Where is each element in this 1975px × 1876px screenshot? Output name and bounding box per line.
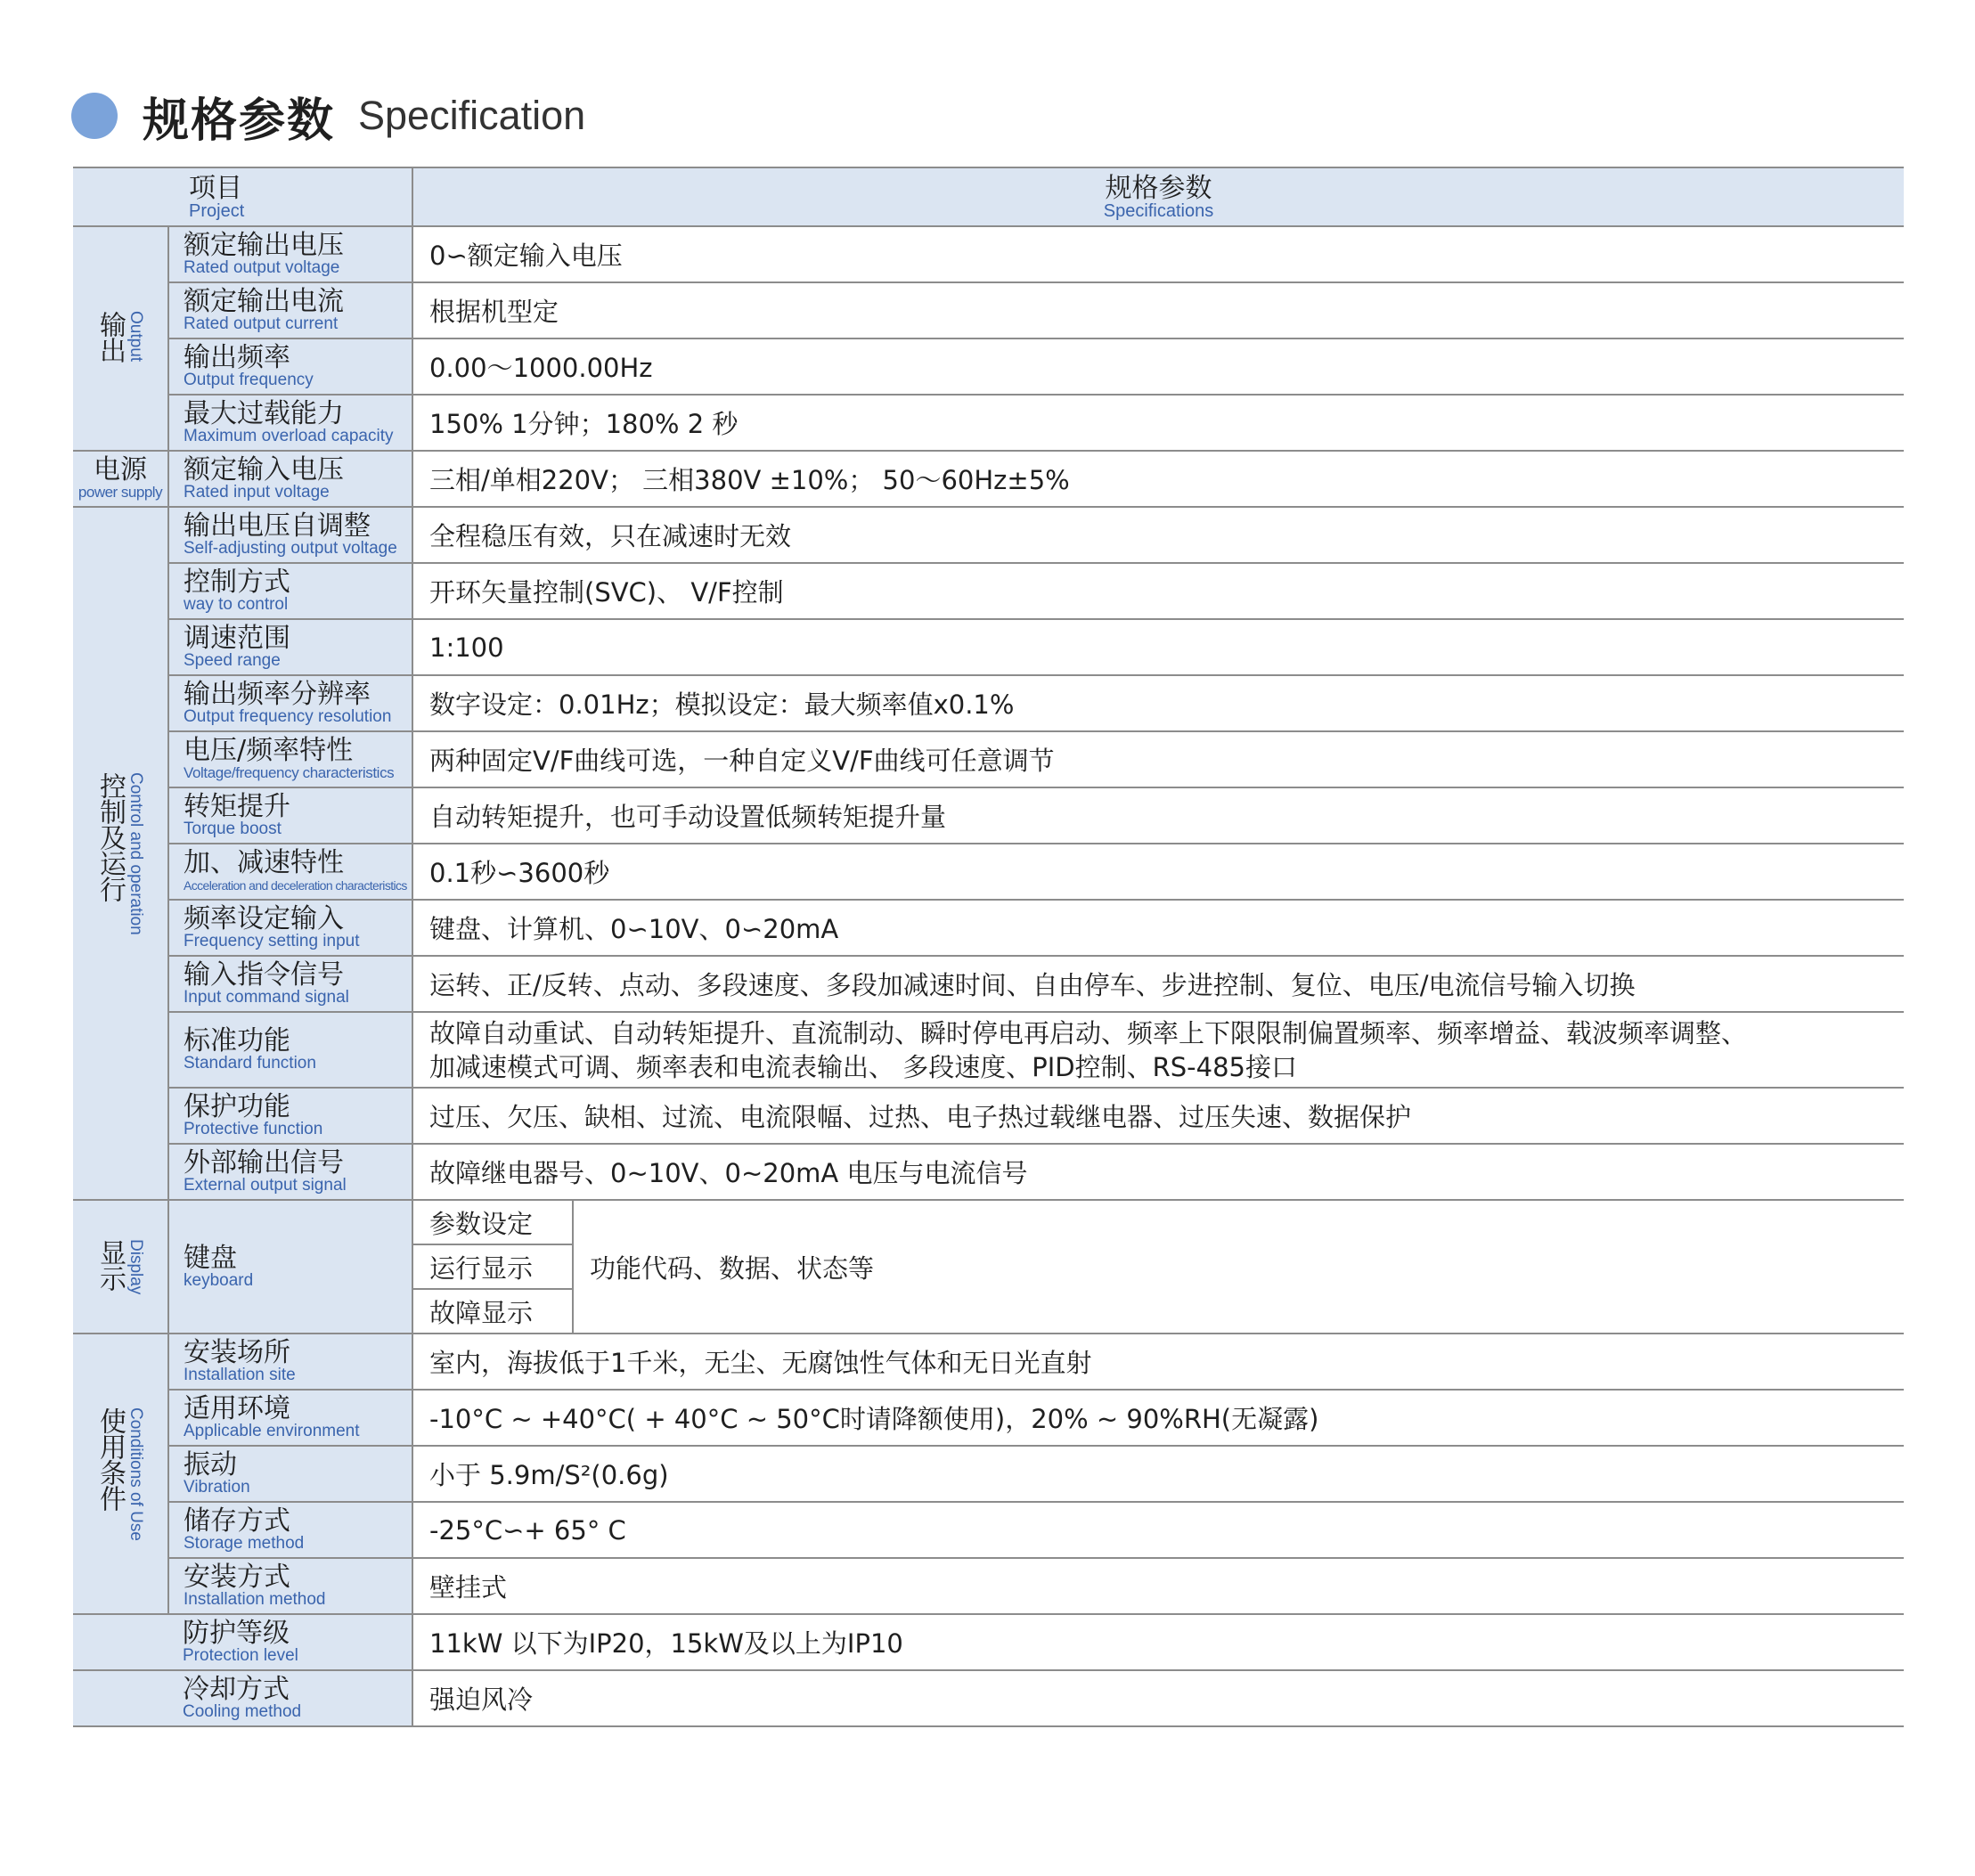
table-row [73, 1088, 1904, 1144]
bullet-icon [71, 93, 118, 139]
header-project: 项目 Project [73, 167, 412, 226]
row-value: 故障自动重试、自动转矩提升、直流制动、瞬时停电再启动、频率上下限限制偏置频率、频率增益、载波频率调整、 加减速模式可调、频率表和电流表输出、 多段速度、PID控制、RS-485接口 [412, 1012, 1904, 1088]
header-spec: 规格参数 Specifications [412, 167, 1904, 226]
table-header-row [73, 167, 1904, 226]
row-value: 壁挂式 [412, 1558, 1904, 1614]
row-label: 转矩提升 Torque boost [168, 787, 412, 844]
row-label: 最大过载能力 Maximum overload capacity [168, 395, 412, 451]
row-label: 防护等级 Protection level [168, 1614, 412, 1670]
row-value: 室内，海拔低于1千米，无尘、无腐蚀性气体和无日光直射 [412, 1334, 1904, 1390]
table-row [73, 282, 1904, 338]
row-value: 三相/单相220V； 三相380V ±10%； 50～60Hz±5% [412, 451, 1904, 507]
row-label: 外部输出信号 External output signal [168, 1144, 412, 1200]
row-value: 1:100 [412, 619, 1904, 675]
row-label: 振动 Vibration [168, 1446, 412, 1502]
row-label: 电压/频率特性 Voltage/frequency characteristics [168, 731, 412, 787]
table-row [73, 451, 1904, 507]
row-label: 适用环境 Applicable environment [168, 1390, 412, 1446]
row-label: 储存方式 Storage method [168, 1502, 412, 1558]
category-output: 输出 Output [73, 226, 168, 451]
row-value: 两种固定V/F曲线可选，一种自定义V/F曲线可任意调节 [412, 731, 1904, 787]
row-value: -10°C ~ +40°C( + 40°C ~ 50°C时请降额使用)，20% ~ 90%RH(无凝露) [412, 1390, 1904, 1446]
row-value: 自动转矩提升，也可手动设置低频转矩提升量 [412, 787, 1904, 844]
table-row [73, 1012, 1904, 1088]
table-row [73, 395, 1904, 451]
row-value: 过压、欠压、缺相、过流、电流限幅、过热、电子热过载继电器、过压失速、数据保护 [412, 1088, 1904, 1144]
category-display: 显示 Display [73, 1200, 168, 1334]
category-empty [73, 1670, 168, 1726]
row-value: 开环矢量控制(SVC)、 V/F控制 [412, 563, 1904, 619]
display-option: 运行显示 [412, 1244, 573, 1289]
category-empty [73, 1614, 168, 1670]
row-value: 功能代码、数据、状态等 [573, 1200, 1904, 1334]
row-value: 强迫风冷 [412, 1670, 1904, 1726]
row-label: 安装场所 Installation site [168, 1334, 412, 1390]
row-label: 键盘 keyboard [168, 1200, 412, 1334]
table-row [73, 1614, 1904, 1670]
table-row [73, 1446, 1904, 1502]
table-row [73, 1390, 1904, 1446]
row-label: 额定输出电压 Rated output voltage [168, 226, 412, 282]
row-value: 键盘、计算机、0∽10V、0∽20mA [412, 900, 1904, 956]
row-label: 频率设定输入 Frequency setting input [168, 900, 412, 956]
row-value: 150% 1分钟；180% 2 秒 [412, 395, 1904, 451]
row-label: 额定输出电流 Rated output current [168, 282, 412, 338]
row-value: 0.1秒∽3600秒 [412, 844, 1904, 900]
table-row [73, 900, 1904, 956]
heading-zh: 规格参数 [143, 94, 336, 148]
table-row [73, 563, 1904, 619]
row-label: 标准功能 Standard function [168, 1012, 412, 1088]
row-label: 控制方式 way to control [168, 563, 412, 619]
row-value: 运转、正/反转、点动、多段速度、多段加减速时间、自由停车、步进控制、复位、电压/电流信号输入切换 [412, 956, 1904, 1012]
table-row [73, 956, 1904, 1012]
table-row [73, 731, 1904, 787]
spec-table [73, 167, 1904, 1727]
category-power: 电源 power supply [73, 451, 168, 507]
row-label: 输出频率分辨率 Output frequency resolution [168, 675, 412, 731]
category-control: 控制及运行 Control and operation [73, 507, 168, 1200]
display-option: 故障显示 [412, 1289, 573, 1334]
table-row [73, 787, 1904, 844]
category-conditions: 使用条件 Conditions of Use [73, 1334, 168, 1614]
row-label: 加、减速特性 Acceleration and deceleration characteristics [168, 844, 412, 900]
table-row [73, 1558, 1904, 1614]
section-heading [71, 85, 585, 147]
row-label: 保护功能 Protective function [168, 1088, 412, 1144]
row-label: 输入指令信号 Input command signal [168, 956, 412, 1012]
table-row [73, 844, 1904, 900]
row-value: 0.00～1000.00Hz [412, 338, 1904, 395]
row-value: 根据机型定 [412, 282, 1904, 338]
row-label: 输出电压自调整 Self-adjusting output voltage [168, 507, 412, 563]
row-label: 安装方式 Installation method [168, 1558, 412, 1614]
row-label: 额定输入电压 Rated input voltage [168, 451, 412, 507]
row-value: 0∽额定输入电压 [412, 226, 1904, 282]
row-value: -25°C∽+ 65° C [412, 1502, 1904, 1558]
row-label: 冷却方式 Cooling method [168, 1670, 412, 1726]
table-row [73, 1670, 1904, 1726]
table-row [73, 1334, 1904, 1390]
row-value: 11kW 以下为IP20，15kW及以上为IP10 [412, 1614, 1904, 1670]
heading-en: Specification [358, 93, 586, 138]
row-value: 小于 5.9m/S²(0.6g) [412, 1446, 1904, 1502]
table-row [73, 1502, 1904, 1558]
row-value: 全程稳压有效，只在减速时无效 [412, 507, 1904, 563]
row-value: 故障继电器号、0~10V、0~20mA 电压与电流信号 [412, 1144, 1904, 1200]
table-row [73, 338, 1904, 395]
table-row [73, 226, 1904, 282]
table-row [73, 1144, 1904, 1200]
table-row [73, 675, 1904, 731]
table-row [73, 619, 1904, 675]
table-row [73, 1200, 1904, 1244]
row-label: 调速范围 Speed range [168, 619, 412, 675]
row-value: 数字设定：0.01Hz；模拟设定：最大频率值x0.1% [412, 675, 1904, 731]
row-label: 输出频率 Output frequency [168, 338, 412, 395]
display-option: 参数设定 [412, 1200, 573, 1244]
table-row [73, 507, 1904, 563]
